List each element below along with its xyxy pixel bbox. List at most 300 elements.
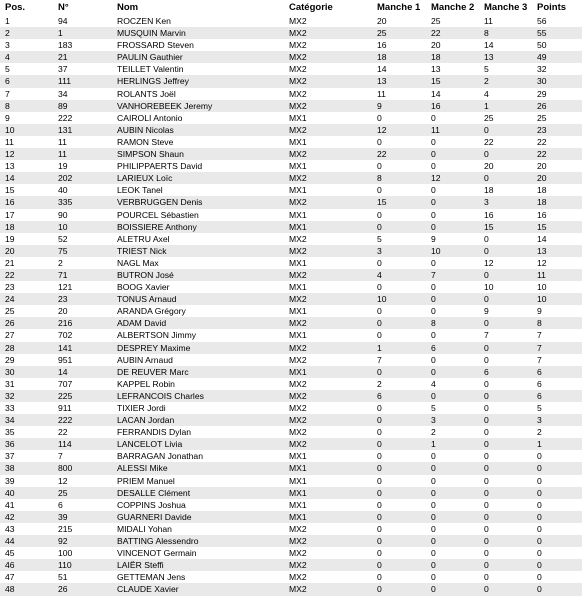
cell-number: 215 [58,523,73,534]
cell-category: MX2 [284,100,372,112]
table-row [0,51,582,63]
cell-pos: 28 [0,342,53,354]
cell-category: MX2 [289,572,307,583]
cell-name: LEOK Tanel [117,185,163,196]
cell-number: 2 [58,257,63,268]
table-row [0,329,582,341]
cell-manche-1: 25 [372,27,426,39]
cell-manche-1: 0 [372,535,426,547]
cell-manche-3: 10 [484,282,494,293]
cell-manche-1: 10 [372,293,426,305]
cell-pos: 25 [5,306,15,317]
cell-pos: 42 [0,511,53,523]
table-row [0,293,582,305]
cell-name: VERBRUGGEN Denis [112,196,284,208]
cell-name: TIXIER Jordi [117,403,166,413]
table-row [0,172,582,184]
cell-category: MX1 [289,209,307,220]
cell-manche-2: 0 [431,499,436,510]
cell-category: MX1 [289,499,307,510]
cell-number: 702 [58,330,73,341]
cell-number: 141 [53,342,112,354]
cell-points: 9 [537,306,542,317]
table-row [0,136,582,148]
table-row [0,257,582,269]
cell-points: 0 [537,499,542,510]
cell-manche-3: 0 [484,403,489,413]
cell-name: GETTEMAN Jens [117,572,186,583]
cell-manche-1: 0 [377,257,382,268]
cell-points: 3 [532,414,582,426]
cell-manche-3: 15 [479,221,532,233]
header-points: Points [537,2,567,13]
cell-manche-2: 0 [426,511,479,523]
table-row [0,184,582,196]
cell-manche-2: 12 [426,172,479,184]
cell-points: 0 [532,583,582,595]
cell-name: BARRAGAN Jonathan [117,451,203,462]
cell-pos: 34 [0,414,53,426]
cell-points: 7 [537,354,542,365]
cell-manche-3: 0 [479,583,532,595]
cell-manche-1: 0 [377,161,382,172]
cell-category: MX1 [289,257,307,268]
table-row [0,426,582,438]
cell-points: 22 [532,148,582,160]
table-row [0,499,582,511]
cell-name: SIMPSON Shaun [112,148,284,160]
cell-manche-3: 0 [479,293,532,305]
cell-points: 16 [537,209,547,220]
table-row [0,233,582,245]
cell-manche-1: 11 [377,88,386,99]
cell-pos: 4 [0,51,53,63]
cell-number: 183 [58,40,73,51]
cell-category: MX2 [284,317,372,329]
cell-pos: 37 [5,451,15,462]
cell-category: MX2 [284,583,372,595]
cell-category: MX2 [289,40,307,51]
cell-category: MX1 [284,511,372,523]
cell-name: NAGL Max [117,257,159,268]
cell-category: MX2 [284,390,372,402]
cell-manche-2: 0 [431,185,436,196]
table-row [0,112,582,124]
header-pos: Pos. [5,2,26,13]
table-row [0,317,582,329]
cell-category: MX2 [284,535,372,547]
cell-pos: 32 [0,390,53,402]
cell-manche-1: 1 [372,342,426,354]
cell-manche-3: 5 [484,64,489,75]
cell-points: 1 [532,438,582,450]
cell-manche-3: 16 [484,209,494,220]
cell-manche-2: 0 [426,196,479,208]
cell-manche-3: 2 [479,75,532,87]
cell-points: 25 [537,112,547,123]
table-row [0,547,582,559]
cell-manche-2: 8 [426,317,479,329]
cell-manche-2: 0 [431,306,436,317]
cell-category: MX1 [289,161,307,172]
cell-number: 94 [58,16,68,26]
cell-manche-2: 0 [426,221,479,233]
cell-name: MIDALI Yohan [117,523,172,534]
cell-manche-1: 0 [377,282,382,293]
cell-manche-1: 0 [372,462,426,474]
cell-pos: 26 [0,317,53,329]
cell-name: CLAUDE Xavier [112,583,284,595]
cell-manche-2: 5 [431,403,436,413]
cell-points: 0 [532,559,582,571]
cell-pos: 21 [5,257,15,268]
cell-number: 114 [53,438,112,450]
cell-manche-3: 0 [479,245,532,257]
cell-number: 22 [58,427,68,438]
table-row [0,75,582,87]
cell-number: 11 [53,148,112,160]
cell-manche-3: 0 [484,354,489,365]
cell-pos: 16 [0,196,53,208]
cell-manche-2: 11 [426,124,479,136]
cell-points: 6 [532,366,582,378]
cell-pos: 20 [0,245,53,257]
cell-manche-3: 3 [479,196,532,208]
cell-points: 0 [532,487,582,499]
cell-manche-1: 0 [377,451,382,462]
cell-name: TRIEST Nick [112,245,284,257]
table-row [0,559,582,571]
table-row [0,196,582,208]
cell-manche-3: 0 [479,511,532,523]
cell-name: LANCELOT Livia [112,438,284,450]
table-row [0,88,582,100]
cell-category: MX2 [289,378,307,389]
cell-category: MX2 [289,233,307,244]
cell-manche-2: 10 [426,245,479,257]
cell-manche-3: 11 [484,16,493,26]
table-row [0,269,582,281]
cell-pos: 10 [0,124,53,136]
cell-name: ALESSI Mike [112,462,284,474]
cell-category: MX2 [284,148,372,160]
cell-points: 0 [537,451,542,462]
cell-name: COPPINS Joshua [117,499,186,510]
cell-manche-2: 0 [431,330,436,341]
cell-manche-3: 8 [479,27,532,39]
cell-manche-1: 14 [377,64,387,75]
table-row [0,450,582,462]
cell-points: 18 [532,196,582,208]
cell-number: 12 [58,475,68,486]
cell-category: MX2 [289,88,307,99]
cell-manche-1: 0 [372,511,426,523]
cell-number: 335 [53,196,112,208]
table-row [0,487,582,499]
header-name: Nom [117,2,139,13]
header-manche-2: Manche 2 [431,2,475,13]
cell-points: 13 [532,245,582,257]
cell-pos: 9 [5,112,10,123]
cell-points: 0 [537,548,542,559]
cell-category: MX2 [284,27,372,39]
cell-manche-1: 15 [372,196,426,208]
cell-pos: 29 [5,354,15,365]
cell-manche-2: 13 [431,64,441,75]
cell-manche-3: 0 [484,499,489,510]
cell-manche-2: 16 [426,100,479,112]
cell-name: LARIEUX Loïc [112,172,284,184]
cell-manche-2: 0 [431,451,436,462]
cell-pos: 48 [0,583,53,595]
header-number: N° [58,2,69,13]
cell-manche-1: 0 [377,306,382,317]
cell-category: MX2 [284,245,372,257]
cell-points: 12 [537,257,547,268]
cell-name: ARANDA Grégory [117,306,186,317]
table-row [0,209,582,221]
cell-manche-2: 20 [431,40,441,51]
cell-number: 121 [58,282,73,293]
cell-number: 131 [53,124,112,136]
cell-manche-1: 9 [372,100,426,112]
cell-number: 92 [53,535,112,547]
cell-name: KAPPEL Robin [117,378,175,389]
cell-name: PHILIPPAERTS David [117,161,203,172]
cell-points: 8 [532,317,582,329]
table-row [0,305,582,317]
cell-pos: 6 [0,75,53,87]
table-row [0,571,582,583]
cell-number: 707 [58,378,73,389]
cell-points: 20 [532,172,582,184]
cell-manche-3: 12 [484,257,494,268]
cell-points: 6 [537,378,542,389]
cell-points: 56 [537,16,547,26]
cell-name: FERRANDIS Dylan [117,427,192,438]
cell-manche-1: 0 [372,414,426,426]
cell-manche-1: 0 [372,559,426,571]
cell-pos: 7 [5,88,10,99]
cell-name: LACAN Jordan [112,414,284,426]
cell-name: BOOG Xavier [117,282,170,293]
table-row [0,583,582,595]
cell-category: MX2 [284,124,372,136]
cell-manche-2: 18 [426,51,479,63]
cell-manche-1: 20 [377,16,387,26]
cell-manche-3: 0 [484,548,489,559]
cell-manche-3: 0 [484,475,489,486]
cell-category: MX2 [284,414,372,426]
cell-name: DE REUVER Marc [112,366,284,378]
cell-name: BATTING Alessendro [112,535,284,547]
cell-manche-2: 0 [426,462,479,474]
cell-points: 15 [532,221,582,233]
cell-name: ADAM David [112,317,284,329]
cell-manche-3: 0 [479,317,532,329]
cell-name: VANHOREBEEK Jeremy [112,100,284,112]
table-body [0,15,582,596]
cell-category: MX2 [284,342,372,354]
cell-manche-1: 0 [377,403,382,413]
cell-manche-1: 0 [377,499,382,510]
cell-manche-1: 3 [372,245,426,257]
cell-manche-2: 0 [431,209,436,220]
table-row [0,366,582,378]
cell-number: 20 [58,306,68,317]
cell-pos: 5 [5,64,10,75]
cell-manche-3: 0 [484,451,489,462]
cell-manche-1: 7 [377,354,382,365]
cell-pos: 33 [5,403,15,413]
cell-number: 110 [53,559,112,571]
cell-manche-2: 0 [431,161,436,172]
cell-category: MX1 [289,451,307,462]
table-row [0,148,582,160]
cell-manche-2: 9 [431,233,436,244]
cell-pos: 43 [5,523,15,534]
table-row [0,63,582,75]
cell-manche-3: 0 [484,523,489,534]
cell-category: MX1 [289,330,307,341]
cell-name: CAIROLI Antonio [117,112,183,123]
cell-points: 10 [537,282,547,293]
cell-name: TONUS Arnaud [112,293,284,305]
cell-points: 0 [537,523,542,534]
table-row [0,281,582,293]
cell-number: 216 [53,317,112,329]
cell-manche-1: 2 [377,378,382,389]
cell-manche-2: 0 [426,390,479,402]
cell-manche-3: 0 [484,427,489,438]
cell-manche-2: 2 [431,427,436,438]
cell-manche-2: 4 [431,378,436,389]
cell-points: 50 [537,40,547,51]
cell-manche-1: 0 [372,317,426,329]
cell-category: MX2 [284,269,372,281]
cell-manche-1: 0 [377,572,382,583]
cell-points: 7 [532,342,582,354]
cell-manche-3: 0 [484,233,489,244]
cell-manche-1: 0 [372,487,426,499]
table-row [0,511,582,523]
cell-name: VINCENOT Germain [117,548,197,559]
cell-number: 222 [53,414,112,426]
cell-pos: 31 [5,378,15,389]
cell-points: 7 [537,330,542,341]
cell-manche-1: 6 [372,390,426,402]
table-row [0,221,582,233]
cell-manche-1: 0 [372,221,426,233]
cell-category: MX2 [289,548,307,559]
cell-points: 22 [537,136,547,147]
cell-number: 89 [53,100,112,112]
cell-manche-3: 7 [484,330,489,341]
cell-points: 32 [537,64,547,75]
cell-pos: 39 [5,475,15,486]
cell-manche-1: 0 [377,548,382,559]
table-row [0,390,582,402]
cell-number: 37 [58,64,68,75]
cell-pos: 38 [0,462,53,474]
cell-number: 202 [53,172,112,184]
cell-manche-1: 0 [377,209,382,220]
cell-pos: 14 [0,172,53,184]
table-row [0,475,582,487]
cell-name: AUBIN Nicolas [112,124,284,136]
table-row [0,402,582,414]
cell-points: 0 [537,572,542,583]
cell-pos: 2 [0,27,53,39]
cell-number: 800 [53,462,112,474]
cell-manche-1: 0 [377,330,382,341]
cell-category: MX1 [284,487,372,499]
cell-points: 0 [532,511,582,523]
cell-name: TEILLET Valentin [117,64,184,75]
cell-manche-2: 0 [431,572,436,583]
cell-category: MX1 [289,112,307,123]
cell-manche-3: 0 [479,124,532,136]
cell-pos: 8 [0,100,53,112]
cell-manche-1: 8 [372,172,426,184]
table-row [0,27,582,39]
cell-category: MX1 [289,306,307,317]
cell-points: 29 [537,88,547,99]
header-row [0,0,582,15]
cell-manche-2: 0 [431,282,436,293]
cell-manche-1: 13 [372,75,426,87]
table-row [0,342,582,354]
cell-manche-1: 16 [377,40,387,51]
cell-number: 52 [58,233,68,244]
cell-manche-2: 0 [426,559,479,571]
cell-name: RAMON Steve [117,136,174,147]
cell-category: MX2 [284,559,372,571]
cell-pos: 15 [5,185,15,196]
cell-manche-1: 18 [372,51,426,63]
cell-category: MX2 [284,75,372,87]
cell-points: 6 [532,390,582,402]
cell-number: 911 [58,403,72,413]
cell-manche-2: 6 [426,342,479,354]
cell-pos: 41 [5,499,15,510]
table-row [0,378,582,390]
cell-category: MX2 [289,427,307,438]
cell-category: MX1 [289,185,307,196]
cell-name: GUARNERI Davide [112,511,284,523]
cell-pos: 46 [0,559,53,571]
table-row [0,39,582,51]
cell-pos: 12 [0,148,53,160]
table-row [0,160,582,172]
cell-manche-3: 25 [484,112,494,123]
cell-category: MX1 [284,221,372,233]
cell-name: DESPREY Maxime [112,342,284,354]
table-row [0,414,582,426]
cell-name: LAIËR Steffi [112,559,284,571]
cell-number: 39 [53,511,112,523]
cell-number: 90 [58,209,68,220]
cell-number: 111 [53,75,112,87]
cell-number: 51 [58,572,68,583]
header-category: Catégorie [289,2,333,13]
cell-pos: 1 [5,16,10,26]
cell-points: 0 [532,535,582,547]
cell-points: 5 [537,403,542,413]
cell-points: 0 [537,475,542,486]
cell-manche-3: 22 [484,136,494,147]
cell-category: MX2 [284,293,372,305]
